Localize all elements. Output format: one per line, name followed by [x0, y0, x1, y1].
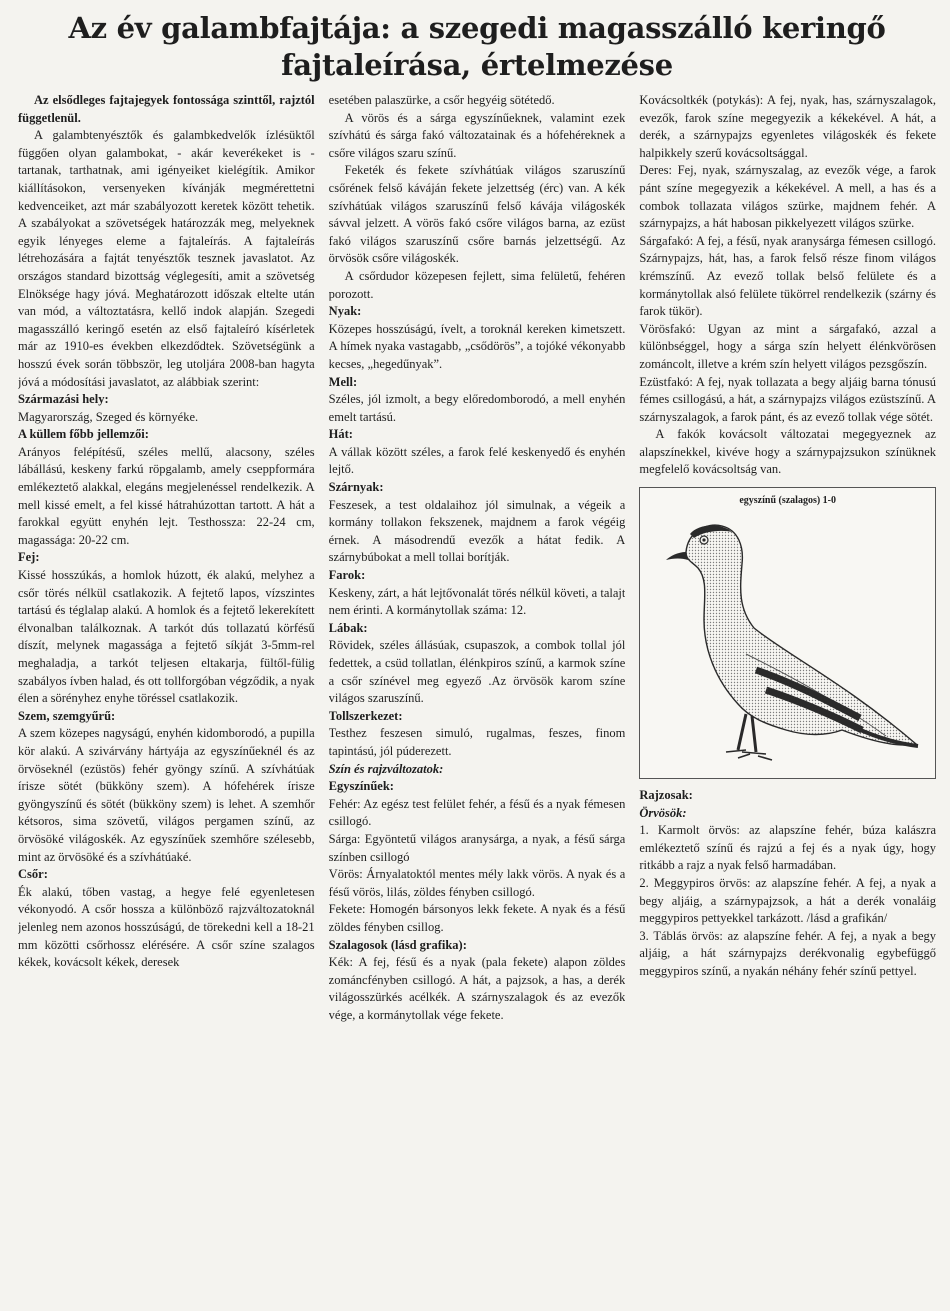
paragraph: Deres: Fej, nyak, szárnyszalag, az evezők vége, a farok pánt színe megegyezik a kékekével. A mell, a has és a combok tollazata világos szürke, majdnem fehér. A szárnypajzs, a hát habosan pikkelyezett világos szürke. — [639, 163, 937, 231]
section-heading: Mell: — [328, 374, 358, 389]
section-heading: Nyak: — [328, 304, 362, 319]
section-heading: Az elsődleges fajtajegyek fontossága szinttől, rajztól függetlenül. — [18, 93, 315, 125]
paragraph: Kissé hosszúkás, a homlok húzott, ék alakú, melyhez a csőr törés nélkül csatlakozik. A fejtető lapos, vízszintes tartású és téglalap alakú. A homlok és a fejtető lekerekített élvonalban találkoznak. A tarkót dús tollazatú körfésű díszít, melynek magassága a fejtető síkját 3-5mm-rel meghaladja, a tarkót teljesen eltakarja, fültől-fülig szabályos ívben halad, és ott tollforgóban végződik, a nyak élen a sörényhez enyhe töréssel csatlakozik. — [18, 568, 315, 706]
paragraph: A csőrdudor közepesen fejlett, sima felületű, fehéren porozott. — [328, 268, 626, 301]
section-heading: A küllem főbb jellemzői: — [18, 427, 149, 442]
paragraph: Kovácsoltkék (potykás): A fej, nyak, has, szárnyszalagok, evezők, farok színe megegyezik a kékekével. A hát, a derék, a szárnypajzs egyenletes világoskék és fekete halpikkely szerű kovácsoltsággal. — [639, 93, 937, 160]
column-3-top — [639, 92, 936, 479]
paragraph: Ezüstfakó: A fej, nyak tollazata a begy aljáig barna tónusú fémes csillogású, a hát, a szárnypajzs világos ezüstszínű. A szárnyszalagok, a farok pánt, és az evező tollak vége sötét. — [639, 374, 937, 424]
paragraph: Rövidek, széles állásúak, csupaszok, a combok tollal jól fedettek, a csüd tollatlan, élénkpiros színű, a karmok színe a csőr színével meg egyező .Az örvösök karom színe világos szaruszínű. — [328, 638, 626, 706]
paragraph: Testhez feszesen simuló, rugalmas, feszes, finom tapintású, jól púderezett. — [328, 726, 626, 758]
paragraph: Keskeny, zárt, a hát lejtővonalát törés nélkül követi, a talajt nem érinti. A kormánytollak száma: 12. — [328, 585, 626, 618]
section-heading: Szárnyak: — [328, 480, 384, 495]
paragraph: Széles, jól izmolt, a begy előredomborodó, a mell enyhén emelt tartású. — [328, 392, 626, 424]
paragraph: Arányos felépítésű, széles mellű, alacsony, széles lábállású, keskeny farkú röpgalamb, amely cseppformára emlékeztető alakkal, elegáns megjelenéssel rendelkezik. A mell kissé emelt, a fel kissé hátrahúzottan tartott. A hát a farokkal együtt enyhén lejt. Testhossza: 22-24 cm, magassága: 20-22 cm. — [18, 444, 315, 547]
paragraph: Ék alakú, tőben vastag, a hegye felé egyenletesen vékonyodó. A csőr hossza a különböző rajzváltozatoknál jelenleg nem azonos hosszúságú, de törekedni kell a 18-21 mm közötti csőrhossz elérésére. A csőr színe szalagos kékek, kovácsolt kékek, deresek — [18, 884, 315, 970]
paragraph: Fekete: Homogén bársonyos lekk fekete. A nyak és a fésű zöldes fényben csillog. — [328, 902, 626, 934]
section-heading: Fej: — [18, 550, 40, 565]
paragraph: Vörös: Árnyalatoktól mentes mély lakk vörös. A nyak és a fésű vörös, lilás, zöldes fényben csillogó. — [328, 867, 626, 899]
paragraph: A vörös és a sárga egyszínűeknek, valamint ezek szívhátú és sárga fakó változatainak és a hófehéreknek a csőre világos szaru színű. — [328, 110, 626, 160]
paragraph: A vállak között széles, a farok felé keskenyedő és enyhén lejtő. — [328, 444, 626, 477]
paragraph: Fehér: Az egész test felület fehér, a fésű és a nyak fémesen csillogó. — [328, 796, 626, 829]
pigeon-illustration — [639, 487, 936, 779]
paragraph: Közepes hosszúságú, ívelt, a toroknál kereken kimetszett. A hímek nyaka vastagabb, „csődörös”, a tojóké vékonyabb kecses, „hegedűnyak”. — [328, 321, 626, 371]
section-heading: Lábak: — [328, 620, 368, 635]
section-heading: Rajzosak: — [639, 788, 693, 803]
paragraph: Feketék és fekete szívhátúak világos szaruszínű csőrének felső káváján fekete jelzettség (érc) van. A kék szívhátúak világos szaruszínű felső kávája világoskék sávval jelzett. A vörös fakó csőre világos barna, az ezüst fakó világos szaruszínű csőre barnás jelzettségű. Az örvösök csőre világoskék. — [328, 163, 626, 266]
paragraph: Magyarország, Szeged és környéke. — [18, 409, 199, 424]
column-2 — [329, 92, 626, 1282]
section-heading: Származási hely: — [18, 392, 109, 407]
section-heading: Hát: — [328, 427, 353, 442]
column-3 — [639, 92, 936, 1282]
pigeon-drawing — [646, 504, 926, 772]
section-heading: Csőr: — [18, 867, 48, 882]
article-title: Az év galambfajtája: a szegedi magasszálló keringő fajtaleírása, értelmezése — [68, 11, 886, 82]
section-heading: Szem, szemgyűrű: — [18, 708, 116, 723]
section-heading: Farok: — [328, 568, 366, 583]
paragraph: Vörösfakó: Ugyan az mint a sárgafakó, azzal a különbséggel, hogy a sárga szín helyett élénkvörösen zománcolt, illetve a krém szín helyett világos pezsgőszín. — [639, 321, 937, 371]
illustration-caption: egyszínű (szalagos) 1-0 — [739, 495, 837, 507]
paragraph: A fakók kovácsolt változatai megegyeznek az alapszínekkel, kivéve hogy a szárnypajzsukon színüknek megfelelő kovácsoltság van. — [639, 427, 937, 477]
paragraph: Feszesek, a test oldalaihoz jól simulnak, a végeik a kormány tollakon fekszenek, majdnem a farok végéig érnek. A másodrendű evezők a hátat fedik. A szárnybúbokat a mell tollai borítják. — [328, 497, 626, 565]
paragraph: 2. Meggypiros örvös: az alapszíne fehér. A fej, a nyak a begy aljáig, a szárnypajzsok, a hát a derék vonaláig meggypiros pettyekkel tarkázott. /lásd a grafikán/ — [639, 876, 937, 926]
column-3-bottom — [639, 787, 936, 981]
paragraph: Sárga: Egyöntetű világos aranysárga, a nyak, a fésű sárga színben csillogó — [328, 831, 626, 864]
paragraph: Kék: A fej, fésű és a nyak (pala fekete) alapon zöldes zománcfényben csillogó. A hát, a pajzsok, a has, a derék világosszürkés acélkék. A szárnyszalagok és az evezők vége, a kormánytollak vége fekete. — [328, 955, 626, 1022]
paragraph: 1. Karmolt örvös: az alapszíne fehér, búza kalászra emlékeztető színű és rajzú a fej és a nyak úgy, hogy ritkább a rajz a nyak felső harmadában. — [639, 823, 937, 873]
paragraph: A galambtenyésztők és galambkedvelők ízlésüktől függően olyan galambokat, - akár keverékeket is - tartanak, tarthatnak, ami igényeiket kielégítik. Amikor kiállításokon, versenyeken kívánják megmérettetni kedvenceiket, azt már szabályozott keretek között tehetik. A szabályokat a szövetségek határozzák meg, melyeknek egyik lényeges eleme a fajtaleírás. A fajtaleírás létrehozására a fajtát tenyésztők tesznek javaslatot. Az országos standard bizottság véglegesíti, amit a szövetség Elnöksége hagy jóvá. Meghatározott időszak eltelte után van mód, a változtatásra, kellő indok alapján. Szegedi magasszálló keringő esetén az első fajtaleíró kísérletek már az 1910-es években elkezdődtek. Szövetségünk a hosszú évek során többször, leg utoljára 2008-ban hagyta jóvá a módosítási javaslatot, az alábbiak szerint: — [18, 128, 315, 389]
section-heading: Szín és rajzváltozatok: — [328, 761, 444, 776]
pigeon-figure — [666, 525, 918, 760]
paragraph: 3. Táblás örvös: az alapszíne fehér. A fej, a nyak a begy aljáig, a hát szárnypajzs derékvonalig egybefüggő meggypiros színű, a nyakán néhány fehér színű pettyel. — [639, 928, 937, 978]
column-1 — [18, 92, 315, 1282]
section-heading: Örvösök: — [639, 805, 687, 820]
paragraph: A szem közepes nagyságú, enyhén kidomborodó, a pupilla kör alakú. A szivárvány hártyája az egyszínűeknél és az örvöseknél (ezüstös) fehér gyöngy színű. A szívhátúak írisze sötét (bükköny szem). A hófehérek írisze gyöngyszínű és sötét (bükköny szem) is lehet. A szemhőr kétsoros, sima szövetű, világos pergamen színű, az örvösöké világoskék. Az egyszínűek szemhőre szélesebb, mint az örvösöké és a szívhátúaké. — [18, 726, 315, 864]
article-columns — [18, 92, 936, 1282]
section-heading: Egyszínűek: — [328, 779, 394, 794]
paragraph: Sárgafakó: A fej, a fésű, nyak aranysárga fémesen csillogó. Szárnypajzs, hát, has, a farok felső része finom világos krémszínű. Az evező tollak belső felülete és a kormánytollak alsó felülete tükörrel rendelkezik (szárny és farok tükör). — [639, 233, 937, 319]
section-heading: Szalagosok (lásd grafika): — [328, 937, 467, 952]
section-heading: Tollszerkezet: — [328, 708, 403, 723]
paragraph: esetében palaszürke, a csőr hegyéig sötétedő. — [328, 93, 555, 107]
